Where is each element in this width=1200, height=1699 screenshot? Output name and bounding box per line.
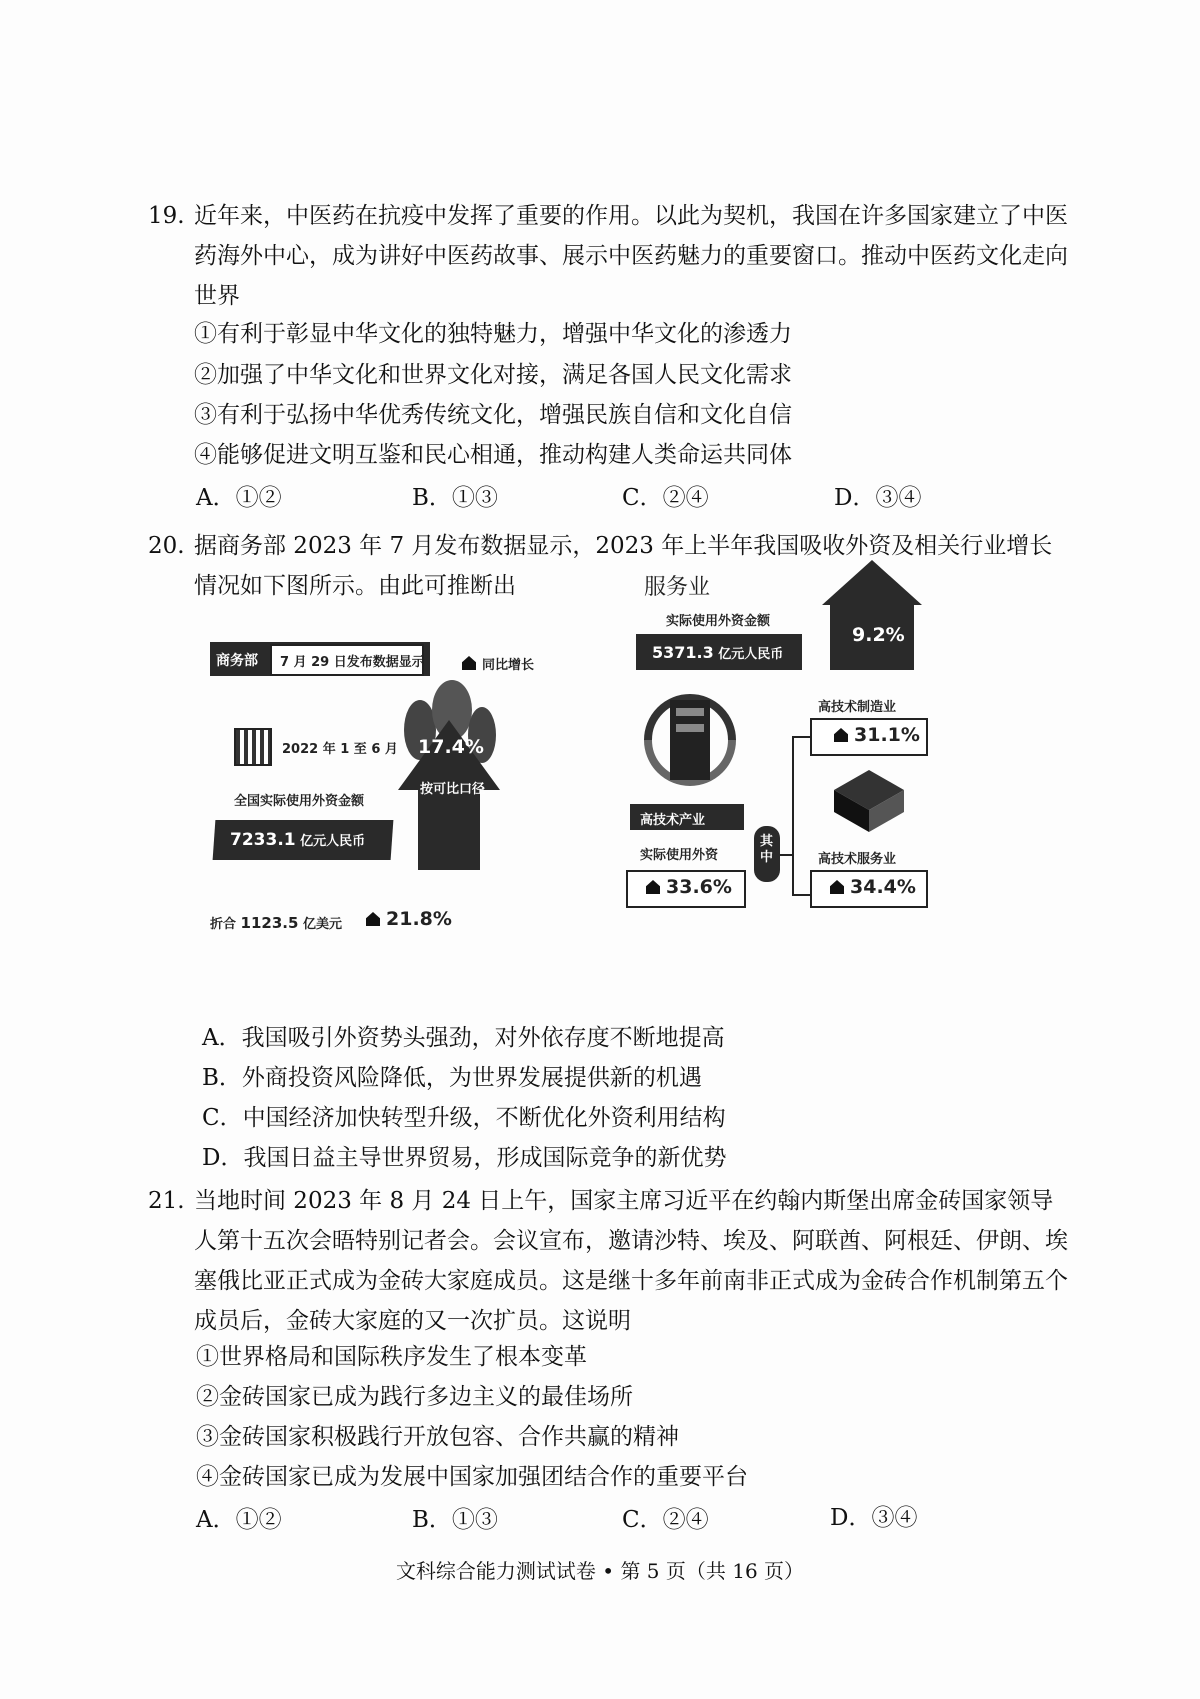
up-arrow-icon <box>366 912 380 926</box>
up-arrow-icon <box>834 728 848 742</box>
hitech-service-icon <box>824 760 914 836</box>
national-value: 7233.1 亿元人民币 <box>230 830 366 850</box>
hitech-svc-growth: 34.4% <box>830 876 916 898</box>
national-growth: 17.4% <box>418 736 484 758</box>
question-number: 19. <box>148 203 185 229</box>
period-label: 2022 年 1 至 6 月 <box>282 742 398 757</box>
bracket-line <box>792 736 810 896</box>
choice-b[interactable]: B．①③ <box>412 485 498 511</box>
statement-4: ④金砖国家已成为发展中国家加强团结合作的重要平台 <box>196 1464 748 1490</box>
up-arrow-icon <box>646 880 660 894</box>
question-stem: 当地时间 2023 年 8 月 24 日上午，国家主席习近平在约翰内斯堡出席金砖国家领导人第十五次会晤特别记者会。会议宣布，邀请沙特、埃及、阿联酋、阿根廷、伊朗、埃塞俄比亚正式成为金砖大家庭成员。这是继十多年前南非正式成为金砖合作机制第五个成员后，金砖大家庭的又一次扩员。这说明 <box>194 1188 1068 1334</box>
statement-1: ①世界格局和国际秩序发生了根本变革 <box>196 1344 587 1370</box>
question-number: 21. <box>148 1188 185 1214</box>
service-growth: 9.2% <box>852 624 905 646</box>
statement-2: ②金砖国家已成为践行多边主义的最佳场所 <box>196 1384 633 1410</box>
usd-growth: 21.8% <box>366 908 452 930</box>
comparable-note: 按可比口径 <box>420 782 486 797</box>
growth-arrow-icon <box>390 680 508 870</box>
hitech-industry-growth: 33.6% <box>646 876 732 898</box>
up-arrow-icon <box>462 656 476 670</box>
hitech-svc-label: 高技术服务业 <box>818 852 897 867</box>
among-label: 其中 <box>760 834 774 865</box>
hitech-industry-sub: 实际使用外资 <box>640 848 719 863</box>
ministry-label: 商务部 <box>216 653 258 669</box>
page-footer: 文科综合能力测试试卷 • 第 5 页（共 16 页） <box>395 1559 805 1583</box>
choice-b[interactable]: B．外商投资风险降低，为世界发展提供新的机遇 <box>202 1065 702 1091</box>
statement-3: ③金砖国家积极践行开放包容、合作共赢的精神 <box>196 1424 679 1450</box>
service-growth-arrow-icon <box>822 560 922 670</box>
fdi-infographic <box>200 575 1020 995</box>
choice-d[interactable]: D．③④ <box>830 1505 918 1531</box>
question-19 <box>148 196 1068 316</box>
calendar-icon <box>234 728 272 766</box>
choice-a[interactable]: A．我国吸引外资势头强劲，对外依存度不断地提高 <box>202 1025 725 1051</box>
choice-a[interactable]: A．①② <box>196 1507 282 1533</box>
choice-d[interactable]: D．③④ <box>834 485 922 511</box>
question-number: 20. <box>148 533 185 559</box>
service-value: 5371.3 亿元人民币 <box>652 643 784 662</box>
choice-c[interactable]: C．②④ <box>622 485 709 511</box>
question-stem: 据商务部 2023 年 7 月发布数据显示，2023 年上半年我国吸收外资及相关行业增长情况如下图所示。由此可推断出 <box>194 533 1053 599</box>
choice-b[interactable]: B．①③ <box>412 1507 498 1533</box>
question-21 <box>148 1181 1068 1341</box>
question-stem: 近年来，中医药在抗疫中发挥了重要的作用。以此为契机，我国在许多国家建立了中医药海外中心，成为讲好中医药故事、展示中医药魅力的重要窗口。推动中医药文化走向世界 <box>194 203 1068 309</box>
statement-2: ②加强了中华文化和世界文化对接，满足各国人民文化需求 <box>194 362 792 388</box>
hitech-industry-label: 高技术产业 <box>640 813 706 828</box>
server-building-icon <box>638 680 742 800</box>
hitech-mfg-growth: 31.1% <box>834 724 920 746</box>
service-title: 服务业 <box>644 575 711 600</box>
connector-line <box>780 854 792 856</box>
hitech-mfg-label: 高技术制造业 <box>818 700 897 715</box>
statement-3: ③有利于弘扬中华优秀传统文化，增强民族自信和文化自信 <box>194 402 792 428</box>
choice-c[interactable]: C．②④ <box>622 1507 709 1533</box>
question-20 <box>148 526 1068 606</box>
release-label: 7 月 29 日发布数据显示 <box>280 655 425 670</box>
yoy-legend: 同比增长 <box>462 654 534 673</box>
choice-a[interactable]: A．①② <box>196 485 282 511</box>
usd-label: 折合 1123.5 亿美元 <box>210 914 342 932</box>
choice-c[interactable]: C．中国经济加快转型升级，不断优化外资利用结构 <box>202 1105 726 1131</box>
choice-d[interactable]: D．我国日益主导世界贸易，形成国际竞争的新优势 <box>202 1145 727 1171</box>
national-label: 全国实际使用外资金额 <box>234 794 365 809</box>
statement-4: ④能够促进文明互鉴和民心相通，推动构建人类命运共同体 <box>194 442 792 468</box>
up-arrow-icon <box>830 880 844 894</box>
statement-1: ①有利于彰显中华文化的独特魅力，增强中华文化的渗透力 <box>194 321 792 347</box>
service-label: 实际使用外资金额 <box>666 614 771 629</box>
